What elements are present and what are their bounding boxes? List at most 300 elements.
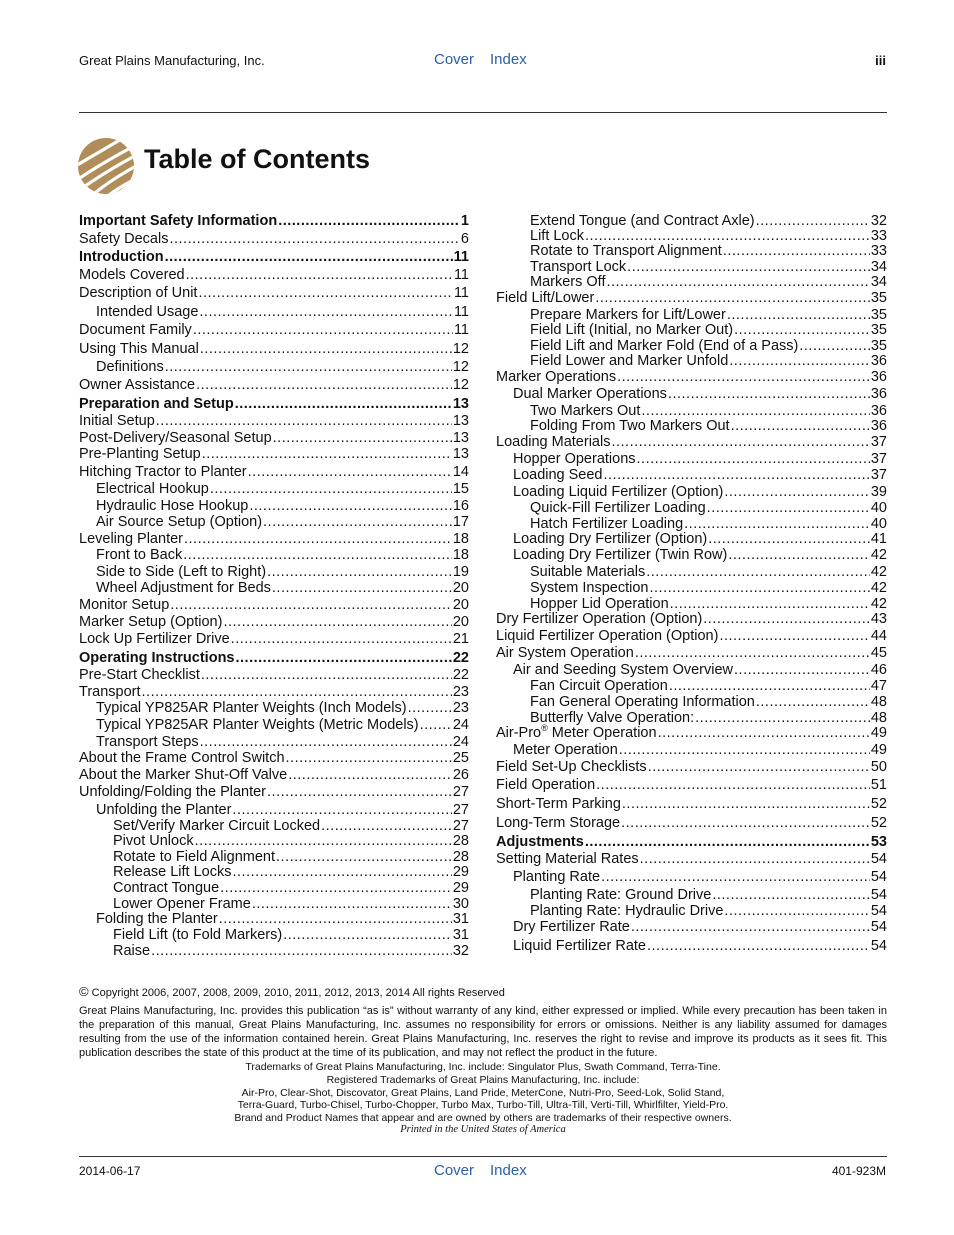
- toc-entry-page: 13: [452, 430, 469, 446]
- toc-entry-page: 52: [870, 815, 887, 831]
- dot-leader: [210, 480, 452, 498]
- toc-entry-title-text: Wheel Adjustment for Beds: [96, 580, 271, 596]
- toc-entry-title-text: Introduction: [79, 249, 164, 265]
- toc-entry-title-text: Models Covered: [79, 267, 185, 283]
- toc-entry-title-text: Side to Side (Left to Right): [96, 564, 267, 580]
- toc-entry[interactable]: [79, 783, 469, 801]
- toc-entry-page: 24: [452, 734, 469, 750]
- toc-entry-title: [79, 613, 222, 631]
- toc-entry-page: 11: [453, 249, 469, 265]
- toc-entry-page: 23: [452, 700, 469, 716]
- toc-entry-title-text: Quick-Fill Fertilizer Loading: [530, 500, 706, 516]
- toc-entry-title: [79, 266, 185, 284]
- toc-entry-title: [79, 395, 234, 413]
- dot-leader: [288, 766, 452, 784]
- dot-leader: [719, 627, 869, 645]
- toc-entry-page: 39: [870, 484, 887, 500]
- toc-entry-page: 49: [870, 742, 887, 758]
- dot-leader: [631, 918, 870, 936]
- toc-entry-title-text: Field Lift/Lower: [496, 290, 595, 306]
- toc-entry-title-text: Field Lift (to Fold Markers): [113, 927, 283, 943]
- toc-entry[interactable]: [496, 918, 887, 936]
- toc-entry[interactable]: [79, 266, 469, 284]
- toc-entry-title-text: Loading Seed: [513, 467, 603, 483]
- header-page-number: iii: [875, 53, 886, 68]
- toc-entry-title-text: Transport Lock: [530, 259, 627, 275]
- toc-entry-page: 12: [452, 341, 469, 357]
- toc-entry[interactable]: [79, 395, 469, 413]
- footer-index-link[interactable]: Index: [490, 1162, 527, 1179]
- toc-entry[interactable]: [79, 321, 469, 339]
- toc-entry[interactable]: [79, 248, 469, 266]
- toc-entry-page: 35: [870, 322, 887, 338]
- toc-entry-title: [79, 630, 230, 648]
- toc-entry-page: 28: [452, 849, 469, 865]
- toc-entry[interactable]: [79, 340, 469, 358]
- dot-leader: [223, 613, 451, 631]
- toc-entry[interactable]: [79, 546, 469, 564]
- toc-entry-page: 51: [870, 777, 887, 793]
- toc-entry-title: [79, 445, 201, 463]
- toc-entry[interactable]: [79, 596, 469, 614]
- toc-entry-page: 6: [460, 231, 469, 247]
- dot-leader: [272, 579, 452, 597]
- header-nav: [434, 51, 543, 68]
- toc-entry-page: 12: [452, 377, 469, 393]
- header-index-link[interactable]: Index: [490, 51, 527, 68]
- toc-entry-title: [496, 368, 616, 386]
- toc-entry-title: [79, 749, 285, 767]
- toc-entry-title: [79, 230, 168, 248]
- toc-entry-title: [113, 942, 150, 960]
- toc-entry-title: [96, 513, 262, 531]
- toc-entry-page: 15: [452, 481, 469, 497]
- toc-entry-page: 32: [870, 213, 887, 229]
- toc-entry-title-text: Transport: [79, 684, 141, 700]
- dot-leader: [596, 776, 870, 794]
- toc-entry-page: 48: [870, 710, 887, 726]
- toc-entry-title: [513, 741, 618, 759]
- toc-entry[interactable]: [79, 766, 469, 784]
- toc-entry-title-text: Loading Liquid Fertilizer (Option): [513, 484, 724, 500]
- toc-entry-title-text: Set/Verify Marker Circuit Locked: [113, 818, 321, 834]
- toc-entry-title-text: Hitching Tractor to Planter: [79, 464, 247, 480]
- toc-entry-page: 11: [453, 322, 469, 338]
- toc-entry-title-text: Suitable Materials: [530, 564, 646, 580]
- toc-entry-page: 28: [452, 833, 469, 849]
- trademarks-line-4: Terra-Guard, Turbo-Chisel, Turbo-Chopper, Turbo Max, Turbo-Till, Ultra-Till, Verti-Till, Whirlfilter, Yield-Pro.: [237, 1099, 729, 1111]
- toc-entry-page: 41: [870, 531, 887, 547]
- dot-leader: [617, 368, 870, 386]
- toc-entry-page: 52: [870, 796, 887, 812]
- toc-entry-page: 11: [453, 285, 469, 301]
- toc-entry-title-text: Liquid Fertilizer Operation (Option): [496, 628, 719, 644]
- toc-entry-title-text: About the Marker Shut-Off Valve: [79, 767, 288, 783]
- toc-entry-page: 53: [870, 834, 887, 850]
- toc-entry-page: 47: [870, 678, 887, 694]
- toc-entry-title-text: Hydraulic Hose Hookup: [96, 498, 249, 514]
- toc-entry-title-text: Hopper Lid Operation: [530, 596, 669, 612]
- dot-leader: [199, 303, 453, 321]
- toc-entry-page: 33: [870, 228, 887, 244]
- toc-entry[interactable]: [79, 749, 469, 767]
- toc-entry[interactable]: [496, 385, 887, 403]
- toc-entry[interactable]: [79, 942, 469, 960]
- toc-entry-title: [96, 480, 209, 498]
- toc-entry-title-text: Planting Rate: Hydraulic Drive: [530, 903, 724, 919]
- toc-entry[interactable]: [496, 741, 887, 759]
- toc-entry-page: 29: [452, 880, 469, 896]
- toc-entry-title-text: Lock Up Fertilizer Drive: [79, 631, 230, 647]
- dot-leader: [703, 610, 870, 628]
- toc-entry-title: [496, 433, 610, 451]
- dot-leader: [169, 230, 459, 248]
- toc-entry-title: [496, 833, 584, 851]
- toc-entry-title-text: Air and Seeding System Overview: [513, 662, 734, 678]
- toc-entry-title-text: Planting Rate: [513, 869, 601, 885]
- toc-entry-title: [496, 644, 634, 662]
- toc-entry-title-text: Post-Delivery/Seasonal Setup: [79, 430, 272, 446]
- toc-entry-title: [79, 321, 192, 339]
- header-rule: [79, 112, 887, 113]
- toc-entry-title-text: Long-Term Storage: [496, 815, 621, 831]
- toc-entry-title: [496, 758, 647, 776]
- toc-entry-title: [79, 783, 266, 801]
- toc-entry-page: 13: [452, 396, 469, 412]
- toc-entry-page: 11: [453, 304, 469, 320]
- toc-entry-title: [96, 358, 164, 376]
- dot-leader: [198, 284, 452, 302]
- toc-entry-title-text: Typical YP825AR Planter Weights (Metric Models): [96, 717, 419, 733]
- toc-entry-title: [79, 284, 197, 302]
- toc-entry[interactable]: [79, 513, 469, 531]
- toc-entry-page: 12: [452, 359, 469, 375]
- trademarks-line-3: Air-Pro, Clear-Shot, Discovator, Great Plains, Land Pride, MeterCone, Nutri-Pro, Seed-Lok, Solid Stand,: [241, 1087, 725, 1099]
- toc-entry-page: 23: [452, 684, 469, 700]
- dot-leader: [151, 942, 452, 960]
- toc-entry[interactable]: [79, 412, 469, 430]
- toc-entry[interactable]: [79, 376, 469, 394]
- toc-entry[interactable]: [496, 368, 887, 386]
- copyright-symbol: ©: [79, 984, 89, 999]
- toc-entry-page: 14: [452, 464, 469, 480]
- toc-entry-title-text: Loading Materials: [496, 434, 611, 450]
- toc-entry-title: [513, 385, 667, 403]
- disclaimer: Great Plains Manufacturing, Inc. provides this publication “as is” without warranty of any kind, either expressed or implied. While every precaution has been taken in the preparation of this manual, Great Plains Manufacturing, Inc. assumes no responsibility for errors or omissions. Neither is any liability assumed for damages resulting from the use of the information contained herein. Great Plains Manufacturing, Inc. reserves the right to revise and improve its products as it sees fit. This publication describes the state of this product at the time of its publication, and may not reflect the product in the future.: [79, 1005, 887, 1059]
- toc-entry-title-text: Setting Material Rates: [496, 851, 639, 867]
- dot-leader: [611, 433, 869, 451]
- toc-entry[interactable]: [79, 579, 469, 597]
- toc-entry-page: 27: [452, 802, 469, 818]
- toc-entry-page: 34: [870, 259, 887, 275]
- toc-entry-title-text: Adjustments: [496, 834, 584, 850]
- toc-entry-title: [79, 412, 155, 430]
- toc-entry-page: 54: [870, 903, 887, 919]
- toc-entry-title-text: Marker Setup (Option): [79, 614, 223, 630]
- footer-nav: [434, 1162, 543, 1179]
- toc-entry[interactable]: [496, 289, 887, 307]
- toc-entry-title: [96, 546, 182, 564]
- toc-entry-title-text: Rotate to Transport Alignment: [530, 243, 722, 259]
- dot-leader: [668, 385, 870, 403]
- dot-leader: [236, 649, 452, 667]
- dot-leader: [200, 340, 452, 358]
- toc-entry[interactable]: [79, 666, 469, 684]
- toc-entry-page: 30: [452, 896, 469, 912]
- toc-entry-page: 36: [870, 353, 887, 369]
- copyright-text: Copyright 2006, 2007, 2008, 2009, 2010, 2011, 2012, 2013, 2014 All rights Reserved: [91, 987, 505, 999]
- toc-entry-title-text: Folding the Planter: [96, 911, 218, 927]
- toc-entry[interactable]: [79, 480, 469, 498]
- dot-leader: [622, 795, 870, 813]
- trademarks-line-1: Trademarks of Great Plains Manufacturing, Inc. include: Singulator Plus, Swath Command, Terra-Tine.: [245, 1061, 721, 1073]
- dot-leader: [165, 248, 453, 266]
- toc-entry-page: 18: [452, 531, 469, 547]
- toc-entry[interactable]: [79, 445, 469, 463]
- dot-leader: [202, 445, 452, 463]
- dot-leader: [193, 321, 453, 339]
- toc-entry-title-text: Operating Instructions: [79, 650, 235, 666]
- toc-entry-title-text: Liquid Fertilizer Rate: [513, 938, 646, 954]
- toc-entry-page: 36: [870, 386, 887, 402]
- toc-entry-title: [79, 649, 235, 667]
- toc-entry-title-text: Leveling Planter: [79, 531, 183, 547]
- toc-entry-page: 44: [870, 628, 887, 644]
- dot-leader: [286, 749, 452, 767]
- toc-entry[interactable]: [496, 546, 887, 564]
- toc-entry-title-text: Contract Tongue: [113, 880, 220, 896]
- toc-entry-title-text: Extend Tongue (and Contract Axle): [530, 213, 755, 229]
- dot-leader: [658, 724, 870, 742]
- toc-entry-page: 16: [452, 498, 469, 514]
- toc-entry[interactable]: [496, 868, 887, 886]
- dot-leader: [648, 758, 870, 776]
- toc-entry-title: [496, 795, 621, 813]
- toc-entry-title-text: Folding From Two Markers Out: [530, 418, 730, 434]
- toc-entry-title-text: Electrical Hookup: [96, 481, 209, 497]
- toc-entry-title-text: Loading Dry Fertilizer (Twin Row): [513, 547, 728, 563]
- toc-entry-title-text: Pre-Planting Setup: [79, 446, 201, 462]
- toc-entry-page: 42: [870, 580, 887, 596]
- toc-entry[interactable]: [496, 466, 887, 484]
- toc-entry[interactable]: [496, 795, 887, 813]
- dot-leader: [235, 395, 452, 413]
- toc-entry[interactable]: [79, 630, 469, 648]
- toc-entry[interactable]: [79, 284, 469, 302]
- toc-entry-title: [496, 850, 639, 868]
- dot-leader: [619, 741, 870, 759]
- copyright-line: [79, 984, 505, 999]
- dot-leader: [170, 596, 452, 614]
- toc-entry-page: 40: [870, 500, 887, 516]
- toc-entry-title-text: System Inspection: [530, 580, 649, 596]
- toc-entry-page: 37: [870, 451, 887, 467]
- toc-entry-page: 27: [452, 784, 469, 800]
- toc-entry-page: 37: [870, 467, 887, 483]
- toc-entry[interactable]: [79, 358, 469, 376]
- dot-leader: [640, 850, 870, 868]
- toc-entry[interactable]: [496, 610, 887, 628]
- toc-entry-title-text: Prepare Markers for Lift/Lower: [530, 307, 726, 323]
- toc-entry-page: 32: [452, 943, 469, 959]
- toc-entry[interactable]: [496, 850, 887, 868]
- toc-entry-page: 1: [460, 213, 469, 229]
- dot-leader: [420, 716, 452, 734]
- toc-entry-title-text: Field Lift (Initial, no Marker Out): [530, 322, 734, 338]
- toc-entry-page: 42: [870, 564, 887, 580]
- toc-entry[interactable]: [496, 776, 887, 794]
- dot-leader: [585, 833, 870, 851]
- footer-doc-number: 401-923M: [831, 1164, 886, 1178]
- toc-entry-title: [496, 776, 595, 794]
- toc-entry-title-text: Unfolding the Planter: [96, 802, 232, 818]
- toc-entry-page: 34: [870, 274, 887, 290]
- toc-entry-title-text: Transport Steps: [96, 734, 199, 750]
- toc-entry[interactable]: [79, 230, 469, 248]
- toc-entry[interactable]: [79, 463, 469, 481]
- toc-entry[interactable]: [496, 433, 887, 451]
- toc-entry-page: 49: [870, 725, 887, 741]
- toc-entry[interactable]: [79, 716, 469, 734]
- toc-entry[interactable]: [79, 212, 469, 230]
- toc-entry-title-text: Planting Rate: Ground Drive: [530, 887, 712, 903]
- toc-entry-title: [496, 289, 594, 307]
- toc-entry-title-text: Lift Lock: [530, 228, 584, 244]
- toc-entry-title-text: Description of Unit: [79, 285, 198, 301]
- toc-entry[interactable]: [496, 758, 887, 776]
- toc-entry-title-text: Front to Back: [96, 547, 183, 563]
- header-cover-link[interactable]: Cover: [434, 51, 475, 68]
- toc-entry-title: [513, 546, 727, 564]
- page-title: Table of Contents: [144, 144, 370, 174]
- toc-entry-page: 33: [870, 243, 887, 259]
- toc-entry[interactable]: [79, 613, 469, 631]
- dot-leader: [165, 358, 452, 376]
- toc-entry[interactable]: [79, 699, 469, 717]
- toc-entry-title: [79, 766, 287, 784]
- toc-entry-page: 17: [452, 514, 469, 530]
- toc-entry-title-text: Butterfly Valve Operation:: [530, 710, 695, 726]
- toc-entry-page: 21: [452, 631, 469, 647]
- dot-leader: [595, 289, 870, 307]
- toc-entry-page: 31: [452, 927, 469, 943]
- toc-entry-page: 54: [870, 938, 887, 954]
- toc-entry-page: 36: [870, 418, 887, 434]
- printed-in: Printed in the United States of America: [400, 1124, 566, 1135]
- toc-entry-title-text: Unfolding/Folding the Planter: [79, 784, 267, 800]
- toc-entry-title-text: Marker Operations: [496, 369, 617, 385]
- toc-entry-title: [513, 466, 603, 484]
- toc-entry-page: 48: [870, 694, 887, 710]
- toc-entry-title-text: Field Operation: [496, 777, 596, 793]
- toc-entry-title: [96, 579, 271, 597]
- toc-entry[interactable]: [79, 303, 469, 321]
- toc-entry-page: 46: [870, 662, 887, 678]
- toc-entry-title: [79, 376, 195, 394]
- toc-entry-title: [496, 610, 702, 628]
- toc-entry-page: 13: [452, 413, 469, 429]
- toc-entry-title-text: Important Safety Information: [79, 213, 278, 229]
- toc-entry-title-text: Field Set-Up Checklists: [496, 759, 647, 775]
- toc-entry-title-text: Field Lift and Marker Fold (End of a Pass): [530, 338, 799, 354]
- footer-date: 2014-06-17: [79, 1164, 141, 1178]
- toc-entry-page: 20: [452, 580, 469, 596]
- dot-leader: [186, 266, 453, 284]
- toc-entry-title: [79, 248, 164, 266]
- toc-entry-title: [513, 868, 600, 886]
- toc-entry[interactable]: [79, 649, 469, 667]
- trademarks-line-5: Brand and Product Names that appear and are owned by others are trademarks of their respective owners.: [234, 1112, 732, 1124]
- toc-entry-title-text: Field Lower and Marker Unfold: [530, 353, 729, 369]
- toc-entry-page: 35: [870, 290, 887, 306]
- toc-entry-title-text: Dual Marker Operations: [513, 386, 667, 402]
- dot-leader: [604, 466, 870, 484]
- toc-entry-page: 13: [452, 446, 469, 462]
- toc-entry-title-text: Loading Dry Fertilizer (Option): [513, 531, 708, 547]
- dot-leader: [201, 666, 452, 684]
- toc-entry-title-text: Typical YP825AR Planter Weights (Inch Models): [96, 700, 407, 716]
- toc-entry[interactable]: [496, 937, 887, 955]
- toc-entry-title: [513, 918, 630, 936]
- toc-entry-title: [496, 724, 657, 742]
- toc-entry-page: 22: [452, 650, 469, 666]
- toc-entry-title-text: Lower Opener Frame: [113, 896, 251, 912]
- toc-entry-title-text: Using This Manual: [79, 341, 199, 357]
- toc-entry-page: 29: [452, 864, 469, 880]
- toc-entry-title-text: Raise: [113, 943, 151, 959]
- toc-entry-page: 22: [452, 667, 469, 683]
- toc-entry-title-text: Hopper Operations: [513, 451, 636, 467]
- toc-entry-title: [496, 814, 620, 832]
- toc-entry-title-text: Pivot Unlock: [113, 833, 194, 849]
- toc-entry[interactable]: [496, 627, 887, 645]
- footer-cover-link[interactable]: Cover: [434, 1162, 475, 1179]
- dot-leader: [231, 630, 452, 648]
- toc-entry[interactable]: [496, 833, 887, 851]
- toc-entry-page: 54: [870, 869, 887, 885]
- toc-entry-page: 42: [870, 547, 887, 563]
- toc-entry-title: [79, 212, 277, 230]
- toc-entry-title-text: Monitor Setup: [79, 597, 170, 613]
- toc-entry-page: 26: [452, 767, 469, 783]
- toc-entry-title-text: Air System Operation: [496, 645, 634, 661]
- toc-entry-title-text: Initial Setup: [79, 413, 155, 429]
- toc-entry-title-text: Safety Decals: [79, 231, 169, 247]
- dot-leader: [728, 546, 870, 564]
- toc-entry[interactable]: [496, 644, 887, 662]
- dot-leader: [263, 513, 452, 531]
- toc-entry[interactable]: [496, 724, 887, 742]
- dot-leader: [635, 644, 870, 662]
- toc-entry-page: 35: [870, 307, 887, 323]
- toc-entry-page: 20: [452, 614, 469, 630]
- dot-leader: [601, 868, 870, 886]
- dot-leader: [647, 937, 870, 955]
- dot-leader: [183, 546, 452, 564]
- registered-mark: ®: [541, 723, 548, 734]
- toc-entry-title-text: Dry Fertilizer Operation (Option): [496, 611, 703, 627]
- toc-entry-title: [79, 463, 247, 481]
- toc-entry-title: [96, 716, 419, 734]
- toc-entry-title: [79, 666, 200, 684]
- toc-entry-page: 54: [870, 887, 887, 903]
- toc-entry-page: 31: [452, 911, 469, 927]
- toc-entry-title-text: Two Markers Out: [530, 403, 641, 419]
- toc-entry-title-text: Fan General Operating Information: [530, 694, 755, 710]
- toc-entry-page: 40: [870, 516, 887, 532]
- toc-entry-title-text: Dry Fertilizer Rate: [513, 919, 630, 935]
- toc-entry[interactable]: [496, 814, 887, 832]
